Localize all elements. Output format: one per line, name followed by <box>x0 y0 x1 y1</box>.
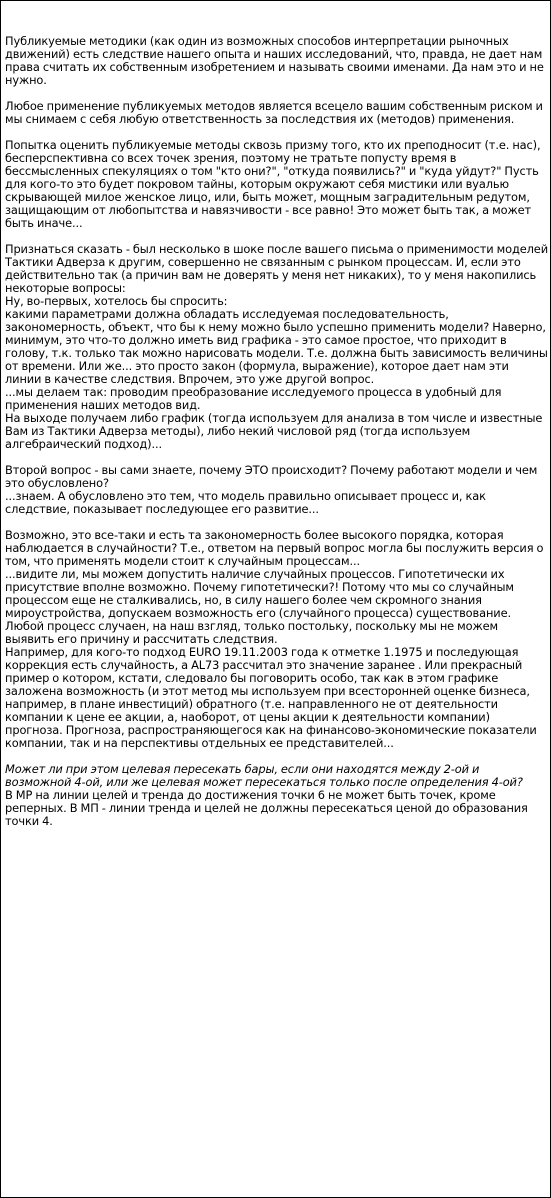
text-line: Ну, во-первых, хотелось бы спросить: <box>5 294 228 308</box>
answer-line: В МР на линии целей и тренда до достижения точки 6 не может быть точек, кроме реперных. В МП - линии тренда и целей не должны пересекаться ценой до образования точки 4. <box>5 788 528 828</box>
text-line: какими параметрами должна обладать исследуемая последовательность, закономерность, объект, что бы к нему можно было успешно применить модели? Наверно, минимум, это что-то должно иметь вид графика - это самое простое, что приходит в голову, т.к. только так можно нарисовать модели. Т.е. должна быть зависимость величины от времени. Или же... это просто закон (формула, выражение), которое дает нам эти линии в качестве следствия. Впрочем, это уже другой вопрос. <box>5 307 548 386</box>
text-line: Публикуемые методики (как один из возможных способов интерпретации рыночных движений) есть следствие нашего опыта и наших исследований, что, правда, не дает нам права считать их собственным изобретением и называть своими именами. Да нам это и не нужно. <box>5 34 544 87</box>
text-line: Возможно, это все-таки и есть та закономерность более высокого порядка, которая наблюдается в случайности? Т.е., ответом на первый вопрос могла бы послужить версия о том, что применять модели стоит к случайным процессам... <box>5 528 544 568</box>
text-line: На выходе получаем либо график (тогда используем для анализа в том числе и известные Вам из Тактики Адверза методы), либо некий числовой ряд (тогда используем алгебраический подход)... <box>5 411 543 451</box>
paragraph-second-question <box>5 464 548 516</box>
paragraph-authors-note <box>5 139 548 230</box>
paragraph-target-line-question <box>5 763 548 828</box>
text-line: ...знаем. А обусловлено это тем, что модель правильно описывает процесс и, как следствие, показывает последующее его развитие... <box>5 489 486 516</box>
paragraph-risk-disclaimer <box>5 100 548 126</box>
paragraph-questions <box>5 243 548 451</box>
text-line: Попытка оценить публикуемые методы сквозь призму того, кто их преподносит (т.е. нас), бесперспективна со всех точек зрения, поэтому не тратьте попусту время в бессмысленных спекуляциях о том "кто они?", "откуда появились?" и "куда уйдут?" Пусть для кого-то это будет покровом тайны, которым окружают себя мистики или вуалью скрывающей милое женское лицо, или, быть может, мощным заградительным редутом, защищающим от любопытства и навязчивости - все равно! Это может быть так, а может быть иначе... <box>5 138 541 230</box>
question-line: Может ли при этом целевая пересекать бары, если они находятся между 2-ой и возможной 4-ой, или же целевая может пересекаться только после определения 4-ой? <box>5 762 523 789</box>
text-line: ...мы делаем так: проводим преобразование исследуемого процесса в удобный для применения наших методов вид. <box>5 385 502 412</box>
text-line: Например, для кого-то подход EURO 19.11.2003 года к отметке 1.1975 и последующая коррекция есть случайность, а AL73 рассчитал это значение заранее . Или прекрасный пример о котором, кстати, следовало бы поговорить особо, так как в этом графике заложена возможность (и этот метод мы используем при всесторонней оценке бизнеса, например, в плане инвестиций) обратного (т.е. направленного не от деятельности компании к цене ее акции, а, наоборот, от цены акции к деятельности компании) прогноза. Прогноза, распространяющегося как на финансово-экономические показатели компании, так и на перспективы отдельных ее представителей... <box>5 645 537 750</box>
text-line: Второй вопрос - вы сами знаете, почему ЭТО происходит? Почему работают модели и чем это обусловлено? <box>5 463 538 490</box>
article-body <box>5 35 548 841</box>
text-line: Любое применение публикуемых методов является всецело вашим собственным риском и мы снимаем с себя любую ответственность за последствия их (методов) применения. <box>5 99 543 126</box>
paragraph-randomness <box>5 529 548 750</box>
paragraph-publication-note <box>5 35 548 87</box>
text-line: ...видите ли, мы можем допустить наличие случайных процессов. Гипотетически их присутствие вполне возможно. Почему гипотетически?! Потому что мы со случайным процессом еще не сталкивались, но, в силу нашего более чем скромного знания мироустройства, допускаем возможность его (случайного процесса) существование. Любой процесс случаен, на наш взгляд, только постольку, поскольку мы не можем выявить его причину и рассчитать следствия. <box>5 567 514 646</box>
text-line: Признаться сказать - был несколько в шоке после вашего письма о применимости моделей Тактики Адверза к другим, совершенно не связанным с рынком процессам. И, если это действительно так (а причин вам не доверять у меня нет никаких), то у меня накопились некоторые вопросы: <box>5 242 548 295</box>
